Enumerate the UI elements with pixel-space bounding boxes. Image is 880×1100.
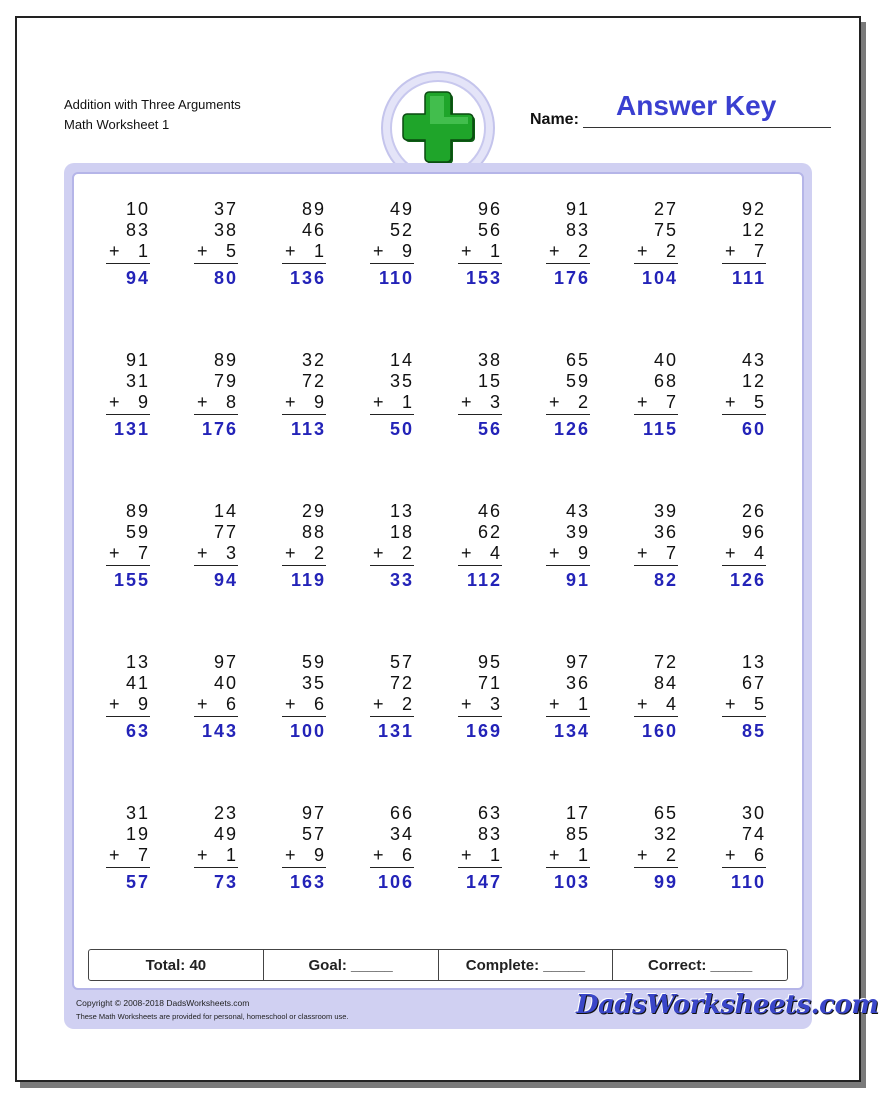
addend-1: 97 (565, 652, 590, 672)
sum-rule (282, 867, 326, 868)
addend-3: 7 (137, 845, 150, 865)
score-correct: Correct: _____ (648, 956, 753, 974)
addend-1: 96 (477, 199, 502, 219)
answer: 153 (465, 268, 502, 288)
sum-rule (282, 716, 326, 717)
addend-3: 6 (401, 845, 414, 865)
addition-problem (634, 653, 694, 743)
plus-sign: + (549, 694, 560, 714)
plus-sign: + (373, 845, 384, 865)
plus-sign: + (197, 694, 208, 714)
plus-sign: + (549, 845, 560, 865)
plus-sign: + (637, 392, 648, 412)
addition-problem (546, 502, 606, 592)
score-total: Total: 40 (89, 950, 264, 980)
addition-problem (194, 200, 254, 290)
addend-3: 2 (665, 845, 678, 865)
addend-1: 43 (565, 501, 590, 521)
sum-rule (370, 716, 414, 717)
addition-problem (370, 200, 430, 290)
addend-3: 1 (225, 845, 238, 865)
plus-sign: + (725, 543, 736, 563)
addend-3: 9 (137, 392, 150, 412)
addend-1: 72 (653, 652, 678, 672)
addition-problem (722, 804, 782, 894)
addend-1: 10 (125, 199, 150, 219)
addend-2: 72 (301, 371, 326, 391)
sum-rule (458, 263, 502, 264)
addend-2: 46 (301, 220, 326, 240)
addend-3: 1 (577, 694, 590, 714)
addend-3: 3 (225, 543, 238, 563)
addend-3: 9 (401, 241, 414, 261)
score-goal: Goal: _____ (264, 950, 439, 980)
addend-1: 97 (213, 652, 238, 672)
answer: 163 (289, 872, 326, 892)
answer: 143 (201, 721, 238, 741)
answer: 50 (389, 419, 414, 439)
addition-problem (458, 502, 518, 592)
addend-2: 31 (125, 371, 150, 391)
sum-rule (194, 414, 238, 415)
addend-2: 88 (301, 522, 326, 542)
addend-3: 1 (489, 845, 502, 865)
sum-rule (634, 716, 678, 717)
addend-3: 2 (313, 543, 326, 563)
answer: 103 (553, 872, 590, 892)
plus-sign: + (725, 241, 736, 261)
addend-3: 7 (753, 241, 766, 261)
addition-problem (458, 653, 518, 743)
addition-problem (370, 653, 430, 743)
addend-2: 38 (213, 220, 238, 240)
plus-sign: + (285, 241, 296, 261)
plus-sign: + (197, 241, 208, 261)
plus-sign: + (285, 694, 296, 714)
addend-2: 62 (477, 522, 502, 542)
addend-2: 83 (565, 220, 590, 240)
addition-problem (282, 804, 342, 894)
addend-1: 43 (741, 350, 766, 370)
addition-problem (194, 653, 254, 743)
addend-1: 91 (125, 350, 150, 370)
addend-3: 9 (313, 392, 326, 412)
addend-2: 41 (125, 673, 150, 693)
plus-sign: + (285, 845, 296, 865)
plus-sign: + (549, 543, 560, 563)
addend-1: 14 (213, 501, 238, 521)
plus-sign: + (637, 845, 648, 865)
addend-1: 89 (213, 350, 238, 370)
addend-1: 29 (301, 501, 326, 521)
sum-rule (634, 867, 678, 868)
addend-3: 6 (225, 694, 238, 714)
addition-problem (722, 502, 782, 592)
addend-2: 77 (213, 522, 238, 542)
answer: 80 (213, 268, 238, 288)
addition-problem (282, 200, 342, 290)
addend-2: 67 (741, 673, 766, 693)
worksheet-title: Addition with Three Arguments (64, 97, 241, 112)
answer: 104 (641, 268, 678, 288)
plus-sign: + (197, 845, 208, 865)
plus-sign: + (725, 392, 736, 412)
answer: 99 (653, 872, 678, 892)
addend-2: 12 (741, 371, 766, 391)
plus-sign: + (285, 543, 296, 563)
sum-rule (458, 867, 502, 868)
answer: 57 (125, 872, 150, 892)
answer: 94 (125, 268, 150, 288)
plus-sign: + (461, 694, 472, 714)
addend-2: 39 (565, 522, 590, 542)
addend-1: 65 (565, 350, 590, 370)
addend-3: 2 (401, 543, 414, 563)
addition-problem (634, 351, 694, 441)
answer: 33 (389, 570, 414, 590)
answer-key-text: Answer Key (616, 90, 777, 121)
addend-1: 14 (389, 350, 414, 370)
plus-sign: + (373, 392, 384, 412)
sum-rule (458, 565, 502, 566)
answer: 113 (290, 419, 326, 439)
answer: 100 (289, 721, 326, 741)
addend-2: 35 (301, 673, 326, 693)
answer: 160 (641, 721, 678, 741)
answer: 112 (466, 570, 502, 590)
addend-2: 75 (653, 220, 678, 240)
plus-sign: + (373, 241, 384, 261)
sum-rule (458, 716, 502, 717)
addend-3: 9 (577, 543, 590, 563)
addition-problem (722, 653, 782, 743)
plus-sign: + (373, 694, 384, 714)
sum-rule (282, 414, 326, 415)
addition-problem (106, 804, 166, 894)
addition-problem (458, 804, 518, 894)
sum-rule (194, 867, 238, 868)
plus-sign: + (725, 845, 736, 865)
addition-problem (458, 351, 518, 441)
answer: 60 (741, 419, 766, 439)
addend-3: 1 (577, 845, 590, 865)
name-line (583, 127, 831, 128)
addend-3: 1 (313, 241, 326, 261)
addend-2: 36 (653, 522, 678, 542)
answer: 85 (741, 721, 766, 741)
plus-sign: + (461, 392, 472, 412)
answer: 126 (553, 419, 590, 439)
addition-problem (282, 351, 342, 441)
addend-2: 34 (389, 824, 414, 844)
plus-sign: + (109, 845, 120, 865)
addend-3: 7 (665, 392, 678, 412)
addend-3: 7 (137, 543, 150, 563)
addend-1: 31 (125, 803, 150, 823)
sum-rule (282, 263, 326, 264)
addend-1: 46 (477, 501, 502, 521)
copyright-text: Copyright © 2008-2018 DadsWorksheets.com (76, 998, 250, 1008)
plus-sign: + (461, 543, 472, 563)
answer: 91 (565, 570, 590, 590)
addend-1: 23 (213, 803, 238, 823)
addend-3: 9 (313, 845, 326, 865)
addend-1: 17 (565, 803, 590, 823)
answer: 131 (377, 721, 414, 741)
sum-rule (370, 565, 414, 566)
addend-2: 36 (565, 673, 590, 693)
plus-sign: + (285, 392, 296, 412)
sum-rule (722, 263, 766, 264)
addend-1: 89 (125, 501, 150, 521)
addition-problem (194, 502, 254, 592)
answer: 111 (731, 268, 766, 288)
addition-problem (458, 200, 518, 290)
plus-sign: + (197, 392, 208, 412)
answer: 106 (377, 872, 414, 892)
sum-rule (106, 565, 150, 566)
addend-2: 56 (477, 220, 502, 240)
addition-problem (282, 502, 342, 592)
plus-sign: + (725, 694, 736, 714)
answer: 155 (113, 570, 150, 590)
sum-rule (370, 263, 414, 264)
addend-1: 89 (301, 199, 326, 219)
plus-sign: + (197, 543, 208, 563)
addend-2: 19 (125, 824, 150, 844)
answer: 56 (477, 419, 502, 439)
addend-3: 1 (401, 392, 414, 412)
addition-problem (282, 653, 342, 743)
addend-3: 5 (753, 694, 766, 714)
plus-sign: + (109, 392, 120, 412)
plus-sign: + (637, 241, 648, 261)
sum-rule (634, 263, 678, 264)
addend-2: 49 (213, 824, 238, 844)
addend-2: 35 (389, 371, 414, 391)
answer: 134 (553, 721, 590, 741)
name-label: Name: (530, 111, 579, 128)
addend-2: 72 (389, 673, 414, 693)
plus-sign: + (109, 241, 120, 261)
answer: 110 (730, 872, 766, 892)
answer: 136 (289, 268, 326, 288)
addend-3: 2 (577, 241, 590, 261)
sum-rule (282, 565, 326, 566)
addend-2: 96 (741, 522, 766, 542)
plus-sign: + (109, 694, 120, 714)
plus-sign: + (637, 543, 648, 563)
addend-3: 1 (489, 241, 502, 261)
addend-1: 49 (389, 199, 414, 219)
sum-rule (722, 414, 766, 415)
addend-1: 37 (213, 199, 238, 219)
addition-problem (546, 351, 606, 441)
addend-1: 91 (565, 199, 590, 219)
addend-2: 59 (125, 522, 150, 542)
answer: 73 (213, 872, 238, 892)
plus-sign: + (461, 845, 472, 865)
sum-rule (194, 565, 238, 566)
addend-3: 5 (753, 392, 766, 412)
sum-rule (546, 867, 590, 868)
answer: 94 (213, 570, 238, 590)
addend-1: 97 (301, 803, 326, 823)
sum-rule (106, 716, 150, 717)
addend-1: 32 (301, 350, 326, 370)
plus-sign: + (637, 694, 648, 714)
sum-rule (546, 263, 590, 264)
addend-1: 38 (477, 350, 502, 370)
addend-2: 40 (213, 673, 238, 693)
addition-problem (106, 502, 166, 592)
addend-3: 4 (753, 543, 766, 563)
addend-2: 74 (741, 824, 766, 844)
score-table (88, 949, 788, 981)
addend-3: 5 (225, 241, 238, 261)
addition-problem (106, 351, 166, 441)
addend-2: 83 (125, 220, 150, 240)
answer: 110 (378, 268, 414, 288)
addend-3: 7 (665, 543, 678, 563)
sum-rule (722, 716, 766, 717)
answer: 176 (201, 419, 238, 439)
answer: 131 (113, 419, 150, 439)
answer: 169 (465, 721, 502, 741)
sum-rule (546, 414, 590, 415)
addend-1: 65 (653, 803, 678, 823)
addition-problem (722, 200, 782, 290)
addend-1: 13 (125, 652, 150, 672)
answer: 82 (653, 570, 678, 590)
answer: 126 (729, 570, 766, 590)
addend-2: 83 (477, 824, 502, 844)
plus-sign: + (461, 241, 472, 261)
addend-3: 8 (225, 392, 238, 412)
addend-2: 15 (477, 371, 502, 391)
answer: 115 (642, 419, 678, 439)
sum-rule (722, 867, 766, 868)
addend-1: 27 (653, 199, 678, 219)
addend-1: 39 (653, 501, 678, 521)
sum-rule (370, 414, 414, 415)
addend-2: 59 (565, 371, 590, 391)
sum-rule (194, 263, 238, 264)
addend-2: 57 (301, 824, 326, 844)
addend-1: 13 (741, 652, 766, 672)
addend-1: 63 (477, 803, 502, 823)
addend-2: 79 (213, 371, 238, 391)
sum-rule (722, 565, 766, 566)
addition-problem (546, 804, 606, 894)
addend-3: 2 (665, 241, 678, 261)
addend-3: 2 (577, 392, 590, 412)
answer: 176 (553, 268, 590, 288)
addend-2: 68 (653, 371, 678, 391)
sum-rule (106, 263, 150, 264)
addend-2: 12 (741, 220, 766, 240)
addition-problem (370, 351, 430, 441)
disclaimer-text: These Math Worksheets are provided for personal, homeschool or classroom use. (76, 1012, 349, 1021)
problems-panel (72, 172, 804, 990)
addend-1: 92 (741, 199, 766, 219)
addend-3: 2 (401, 694, 414, 714)
addend-3: 6 (313, 694, 326, 714)
addend-3: 1 (137, 241, 150, 261)
addition-problem (546, 653, 606, 743)
answer: 63 (125, 721, 150, 741)
sum-rule (458, 414, 502, 415)
sum-rule (106, 867, 150, 868)
addend-1: 40 (653, 350, 678, 370)
brand-logo: DadsWorksheets.com (576, 990, 879, 1020)
addend-2: 71 (477, 673, 502, 693)
addition-problem (370, 804, 430, 894)
addend-3: 9 (137, 694, 150, 714)
plus-sign: + (109, 543, 120, 563)
sum-rule (194, 716, 238, 717)
addend-2: 18 (389, 522, 414, 542)
addend-2: 85 (565, 824, 590, 844)
addition-problem (194, 351, 254, 441)
addition-problem (370, 502, 430, 592)
addend-2: 52 (389, 220, 414, 240)
plus-sign: + (549, 392, 560, 412)
addend-3: 6 (753, 845, 766, 865)
addend-1: 26 (741, 501, 766, 521)
addend-1: 66 (389, 803, 414, 823)
answer: 147 (465, 872, 502, 892)
answer: 119 (290, 570, 326, 590)
addition-problem (194, 804, 254, 894)
plus-sign: + (373, 543, 384, 563)
addend-1: 13 (389, 501, 414, 521)
addend-3: 4 (665, 694, 678, 714)
addend-3: 3 (489, 392, 502, 412)
sum-rule (634, 414, 678, 415)
sum-rule (546, 716, 590, 717)
addend-2: 32 (653, 824, 678, 844)
addition-problem (106, 653, 166, 743)
sum-rule (546, 565, 590, 566)
addend-1: 57 (389, 652, 414, 672)
addition-problem (106, 200, 166, 290)
addition-problem (634, 200, 694, 290)
addend-3: 4 (489, 543, 502, 563)
sum-rule (634, 565, 678, 566)
sum-rule (370, 867, 414, 868)
addend-2: 84 (653, 673, 678, 693)
addend-1: 30 (741, 803, 766, 823)
addition-problem (546, 200, 606, 290)
worksheet-subtitle: Math Worksheet 1 (64, 117, 170, 132)
plus-sign: + (549, 241, 560, 261)
sum-rule (106, 414, 150, 415)
addition-problem (634, 502, 694, 592)
addend-1: 59 (301, 652, 326, 672)
score-complete: Complete: _____ (439, 950, 614, 980)
addend-3: 3 (489, 694, 502, 714)
addition-problem (722, 351, 782, 441)
addition-problem (634, 804, 694, 894)
addend-1: 95 (477, 652, 502, 672)
